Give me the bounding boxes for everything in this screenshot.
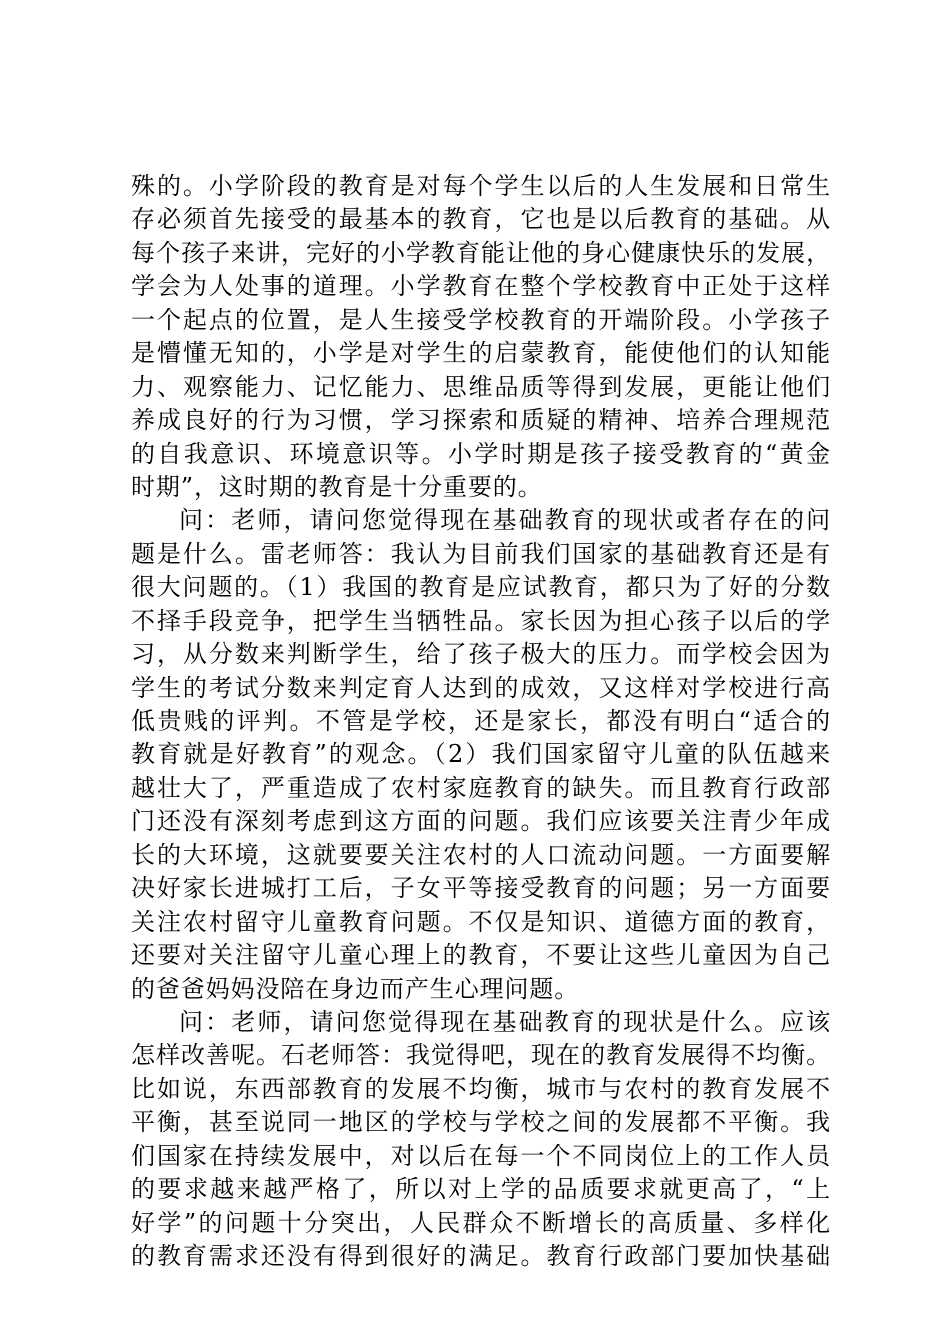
text-line: 低贵贱的评判。不管是学校，还是家长，都没有明白“适合的 [131,707,831,735]
text-line: 是懵懂无知的，小学是对学生的启蒙教育，能使他们的认知能 [131,339,831,368]
text-line: 问：老师，请问您觉得现在基础教育的现状或者存在的问 [179,506,831,535]
text-line: 们国家在持续发展中，对以后在每一个不同岗位上的工作人员 [131,1141,831,1170]
text-line: 一个起点的位置，是人生接受学校教育的开端阶段。小学孩子 [131,305,831,334]
text-line: 长的大环境，这就要要关注农村的人口流动问题。一方面要解 [131,840,831,869]
text-line: 平衡，甚至说同一地区的学校与学校之间的发展都不平衡。我 [131,1108,831,1137]
text-line: 不择手段竞争，把学生当牺牲品。家长因为担心孩子以后的学 [131,606,831,635]
text-line: 怎样改善呢。石老师答：我觉得吧，现在的教育发展得不均衡。 [131,1041,831,1070]
text-line: 还要对关注留守儿童心理上的教育，不要让这些儿童因为自己 [131,941,831,970]
text-line: 关注农村留守儿童教育问题。不仅是知识、道德方面的教育， [131,907,831,936]
text-line: 问：老师，请问您觉得现在基础教育的现状是什么。应该 [179,1007,831,1036]
text-line: 存必须首先接受的最基本的教育，它也是以后教育的基础。从 [131,205,831,234]
text-line: 的爸爸妈妈没陪在身边而产生心理问题。 [131,974,580,1003]
text-line: 决好家长进城打工后，子女平等接受教育的问题；另一方面要 [131,874,831,903]
text-line: 殊的。小学阶段的教育是对每个学生以后的人生发展和日常生 [131,172,831,200]
text-line: 门还没有深刻考虑到这方面的问题。我们应该要关注青少年成 [131,807,831,836]
text-line: 的自我意识、环境意识等。小学时期是孩子接受教育的“黄金 [131,439,831,468]
text-line: 习，从分数来判断学生，给了孩子极大的压力。而学校会因为 [131,640,831,669]
text-line: 很大问题的。（1）我国的教育是应试教育，都只为了好的分数 [131,573,831,602]
text-line: 学生的考试分数来判定育人达到的成效，又这样对学校进行高 [131,673,831,702]
text-line: 每个孩子来讲，完好的小学教育能让他的身心健康快乐的发展， [131,238,831,267]
text-line: 时期”，这时期的教育是十分重要的。 [131,472,543,501]
text-line: 养成良好的行为习惯，学习探索和质疑的精神、培养合理规范 [131,406,831,435]
text-line: 的教育需求还没有得到很好的满足。教育行政部门要加快基础 [131,1242,831,1270]
text-line: 越壮大了，严重造成了农村家庭教育的缺失。而且教育行政部 [131,773,831,802]
text-line: 题是什么。雷老师答：我认为目前我们国家的基础教育还是有 [131,539,831,568]
text-line: 学会为人处事的道理。小学教育在整个学校教育中正处于这样 [131,272,831,301]
text-line: 教育就是好教育”的观念。（2）我们国家留守儿童的队伍越来 [131,740,831,769]
text-line: 的要求越来越严格了，所以对上学的品质要求就更高了，“上 [131,1175,831,1204]
text-line: 力、观察能力、记忆能力、思维品质等得到发展，更能让他们 [131,372,831,401]
text-line: 好学”的问题十分突出，人民群众不断增长的高质量、多样化 [131,1208,831,1237]
text-line: 比如说，东西部教育的发展不均衡，城市与农村的教育发展不 [131,1074,831,1103]
body-text [131,170,831,1273]
